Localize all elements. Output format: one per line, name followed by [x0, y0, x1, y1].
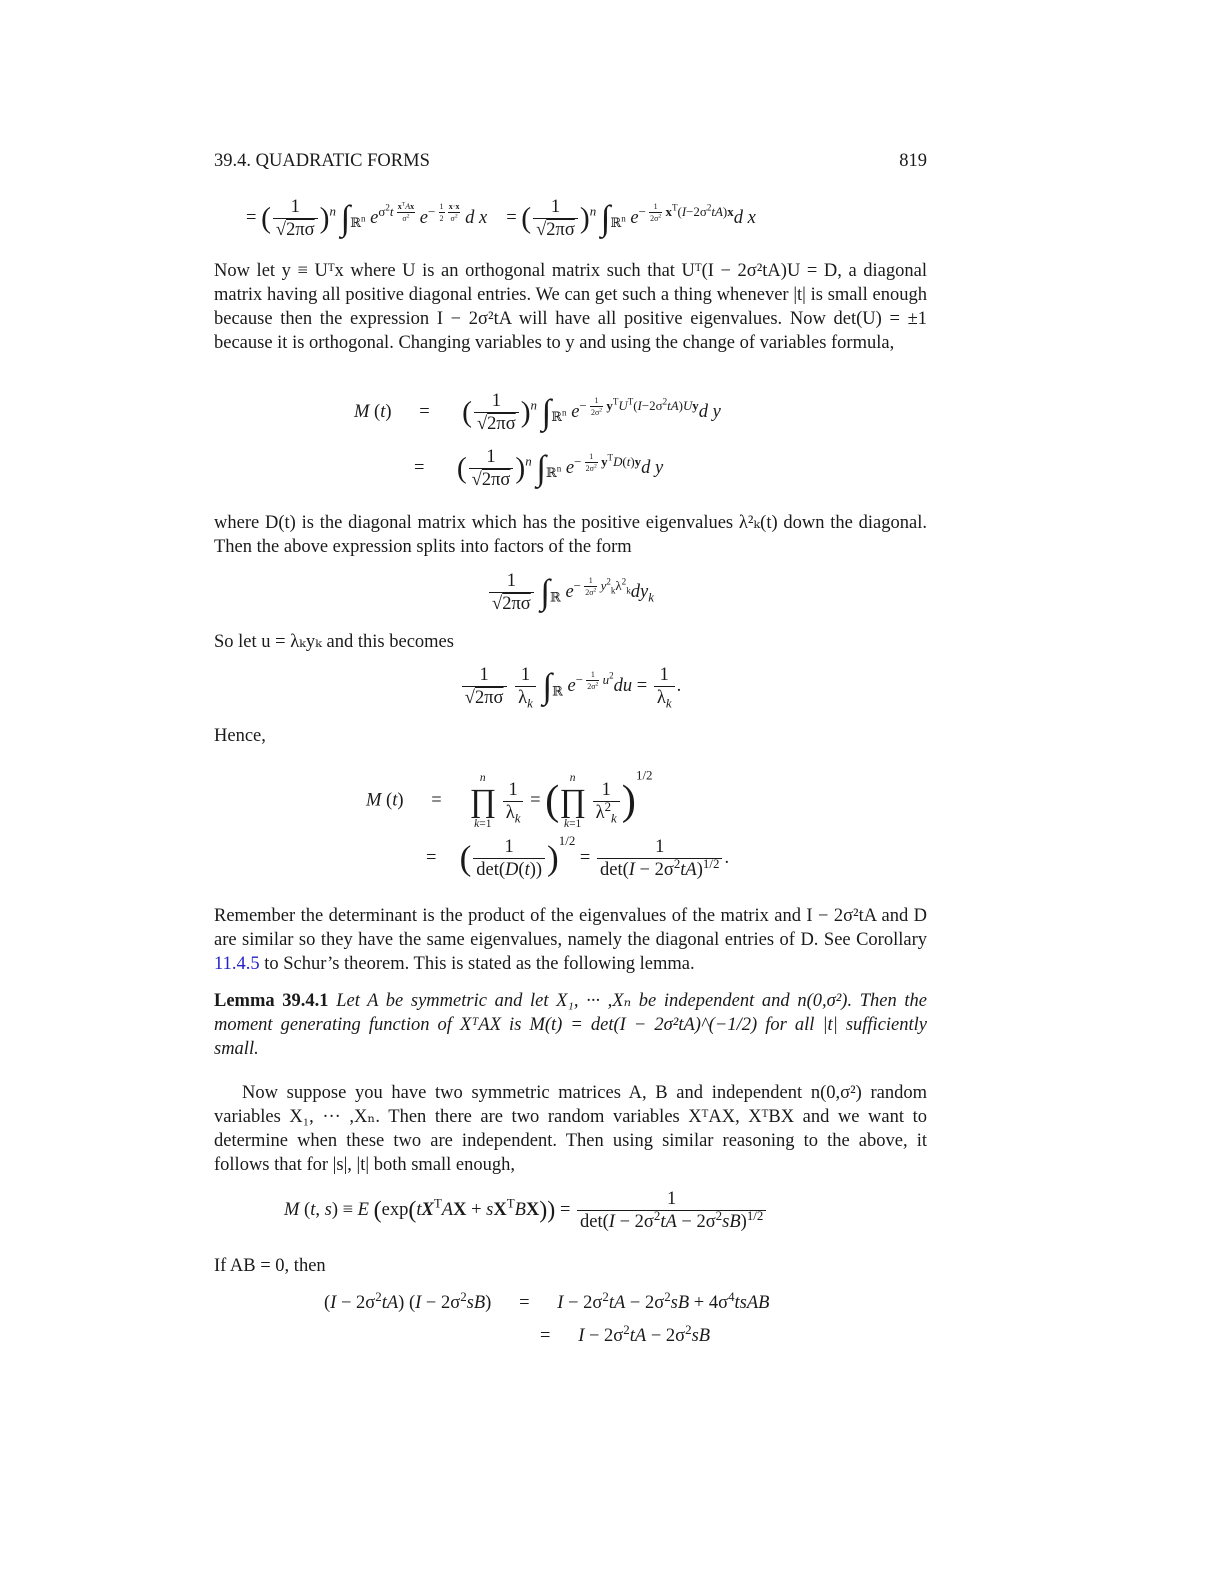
page [214, 0, 927, 1584]
paragraph-determinant-remark [214, 904, 927, 976]
equation-mgf-gaussian: = ( $\frac{1}{√2\pi\sigma}$ )$^n$ $\int_{ℝ^n}$ $e^{\sigma^2t x^TAx \sigma^2}$ $e^{- \frac{1}{2} \frac{x\cdot x}{\sigma^2}}$ d x⃗ = ( $\frac{1}{√2\pi\sigma}$ )$^n$ $\int_{ℝ^n}$ $e^{- \frac{1}{2\sigma^2} x^T(I-2\sigma^2tA)x}d$ x⃗ [246, 197, 771, 240]
page-number: 819 [899, 151, 927, 171]
paragraph-substitution [214, 630, 927, 654]
lemma-label: Lemma 39.4.1 [214, 991, 329, 1011]
paragraph-hence [214, 724, 927, 748]
equation-mgf-determinant: = ( $\frac{1}{\det(D(t))}$ )$^{1/2}$ = $\frac{1}{\det(I - 2\sigma^2tA)^{1/2}}$ . [426, 832, 730, 880]
equation-gaussian-integral: $\frac{1}{√2\pi\sigma}$ $\frac{1}{\lambda_k}$ $\int_ℝ$ $e^{- \frac{1}{2\sigma^2} u^2}du$ = $\frac{1}{\lambda_k}$ . [214, 664, 927, 709]
paragraph-change-variables [214, 259, 927, 355]
equation-mgf-diagonal: = ( $\frac{1}{√2\pi\sigma}$ )$^n$ $\int_{ℝ^n}$ $e^{- \frac{1}{2\sigma^2} y^TD(t)y}d$ y⃗ [414, 447, 678, 490]
equation-product-expansion: $(I - 2\sigma^2tA)$ $(I - 2\sigma^2sB)$ = $I - 2\sigma^2tA - 2\sigma^2sB$ + $4\sigma^4tsAB$ [324, 1288, 770, 1313]
paragraph-diagonal-matrix [214, 511, 927, 559]
paragraph-text [214, 904, 927, 976]
paragraph-text: If AB = 0, then [214, 1256, 326, 1276]
paragraph-text: where D(t) is the diagonal matrix which has the positive eigenvalues λ²ₖ(t) down the diagonal. Then the above expression splits into factors of the form [214, 513, 927, 557]
equation-product-simplified: = $I - 2\sigma^2tA - 2\sigma^2sB$ [540, 1321, 711, 1346]
equation-mgf-product: M (t) = n ∏ k=1 $\frac{1}{\lambda_k}$ = ( n ∏ k=1 $\frac{1}{\lambda^2_k}$ )$^{1/2}$ [366, 767, 653, 830]
equation-mgf-y: M (t) = ( $\frac{1}{√2\pi\sigma}$ )$^n$ $\int_{ℝ^n}$ $e^{- \frac{1}{2\sigma^2} y^TU^T(I-2\sigma^2tA)Uy}d$ y⃗ [354, 391, 736, 434]
paragraph-text: Now let y ≡ Uᵀx where U is an orthogonal matrix such that Uᵀ(I − 2σ²tA)U = D, a diagonal matrix having all positive diagonal entries. We can get such a thing whenever |t| is small enough because then the expression I − 2σ²tA will have all positive eigenvalues. Now det(U) = ±1 because it is orthogonal. Changing variables to y and using the change of variables formula, [214, 261, 927, 353]
lemma-text: Let A be symmetric and let X₁, ··· ,Xₙ be independent and n(0,σ²). Then the moment generating function of XᵀAX is M(t) = det(I − 2σ²tA)^(−1/2) for all |t| sufficiently small. [214, 991, 927, 1059]
paragraph-if-ab-zero [214, 1254, 927, 1278]
running-header [214, 149, 927, 173]
paragraph-text: Hence, [214, 726, 266, 746]
paragraph-text: So let u = λₖyₖ and this becomes [214, 632, 454, 652]
section-title: 39.4. QUADRATIC FORMS [214, 151, 430, 171]
paragraph-two-matrices [214, 1081, 927, 1177]
equation-joint-mgf: M (t, s) ≡ E $(\exp(tX^TAX + sX^TBX))$ = $\frac{1}{\det(I - 2\sigma^2tA - 2\sigma^2sB)^{1/2}}$ [284, 1188, 768, 1233]
corollary-link[interactable]: 11.4.5 [214, 954, 260, 974]
remark-text-a: Remember the determinant is the product of the eigenvalues of the matrix and I − 2σ²tA and D are similar so they have the same eigenvalues, namely the diagonal entries of D. See Corollary [214, 906, 927, 950]
equation-factor: $\frac{1}{√2\pi\sigma}$ $\int_ℝ$ $e^{- \frac{1}{2\sigma^2} y^2_k\lambda^2_k}dy_k$ [214, 570, 927, 615]
lemma-39-4-1 [214, 989, 927, 1061]
paragraph-text: Now suppose you have two symmetric matrices A, B and independent n(0,σ²) random variables X₁, ··· ,Xₙ. Then there are two random variables XᵀAX, XᵀBX and we want to determine when these two are independent. Then using similar reasoning to the above, it follows that for |s|, |t| both small enough, [214, 1083, 927, 1175]
lemma-statement [214, 989, 927, 1061]
remark-text-b: to Schur’s theorem. This is stated as the following lemma. [259, 954, 695, 974]
